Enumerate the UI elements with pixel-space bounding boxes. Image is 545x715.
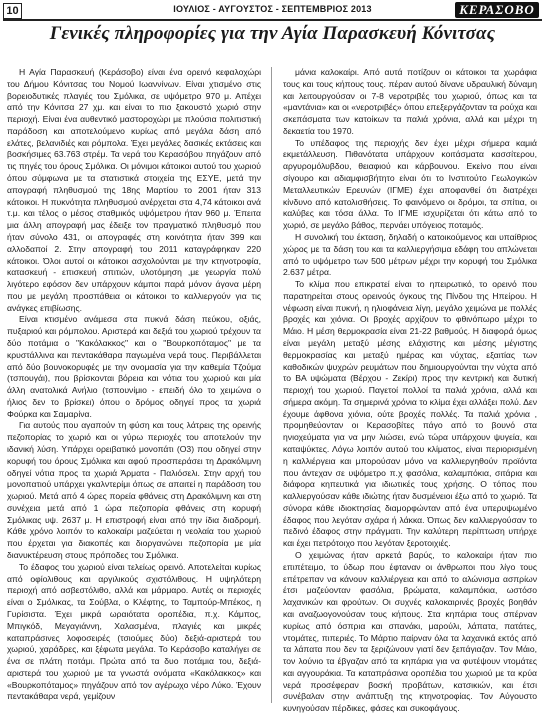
issue-date: ΙΟΥΛΙΟΣ - ΑΥΓΟΥΣΤΟΣ - ΣΕΠΤΕΜΒΡΙΟΣ 2013 [173, 4, 372, 14]
paragraph: μάνια καλοκαίρι. Από αυτά ποτίζουν οι κάτοικοι τα χωράφια τους και τους κήπους τους. πέραν αυτού δίνανε υδραυλική δύναμη και λειτουργούσαν οι 7-8 νεροτριβές του χωριού, όπως και τα «μαντάνια» και οι «νεροτριβές» όπου επεξεργάζονταν τα ρούχα και σκεπάσματα των κατοίκων τα παλιά χρόνια, αλλά και μέχρι τη δεκαετία του 1970. [283, 67, 537, 136]
newspaper-logo-text: ΚΕΡΑΣΟΒΟ [459, 2, 535, 17]
right-column [283, 67, 537, 714]
paragraph: Το υπέδαφος της περιοχής δεν έχει μέχρι σήμερα καμιά εκμετάλλευση. Πιθανότατα υπάρχουν κοιτάσματα κασσίτερου, αργυρομόλυβδου, θειαφιού και κάρβουνου. Εκείνο που είναι σίγουρο και αδιαμφισβήτητο είναι ότι το Ινστιτούτο Γεωλογικών Μεταλλευτικών Ερευνών (ΙΓΜΕ) έχει αποφανθεί ότι διατρέχει κίνδυνο από κατολισθήσεις. Το φαινόμενο οι δρόμοι, τα σπίτια, οι καλύβες και τόσα άλλα. Το ΙΓΜΕ ισχυρίζεται ότι κάτω από το χωριό, σε μεγάλο βάθος, περνάει υπόγειος ποταμός. [283, 137, 537, 231]
page-number: 10 [3, 3, 22, 19]
paragraph: Για αυτούς που αγαπούν τη φύση και τους λάτρεις της ορεινής πεζοπορίας το χωριό και οι γύρω περιοχές του αποτελούν την ιδανική λύση. Υπάρχει ορειβατικό μονοπάτι (Ο3) που οδηγεί στην κορυφή του όρους Σμόλικα και αφού προσπεράσει τη Δρακόλιμνη οδηγεί νότια προς τα χωριά Άρματα - Παλιόσελι. Στην αρχή του μονοπατιού υπάρχει γκαλντερίμι όπως σε απαιτεί η παράδοση του χωριού. Μετά από 4 ώρες πορεία φθάνεις στη Δρακόλιμνη και στη συνέχεια μετά από 1 ώρα πεζοπορία φθάνεις στη κορυφή Σμόλικας υψ. 2637 μ. Η επιστροφή είναι από την ίδια διαδρομή. Κάθε χρόνο λοιπόν το καλοκαίρι μαζεύεται η νεολαία του χωριού που έρχεται για διακοπές και διοργανώνει πεζοπορία με μία διανυκτέρευση στους πρόποδες του Σμόλικα. [7, 420, 261, 561]
paragraph: Το έδαφος του χωριού είναι τελείως ορεινό. Αποτελείται κυρίως από οφίολιθους και αργιλικούς σχιστόλιθους. Η υψηλότερη περιοχή από ασβεστόλιθο, αλλά και μάρμαρο. Αυτές οι περιοχές είναι ο Σμόλικας, τα Σούβλα, ο Κλέφτης, το Ταμπούρ-Μπέκος, η Γυρίσιστα. Έχει μικρά ωραιότατα οροπέδια, π.χ. Κάμπος, Μπιγκόδ, Μεγαγιάννη, Χαλασμένα, πλαγιές και μικρές καταπράσινες λοφοσειρές (τσιούμες δύο) δεξιά-αριστερά του χωριού, χαράδρες, και ξέφωτα μεγάλα. Το Κεράσοβο καταλήγει σε ένα σε πλάτη ποτάμι. Πρώτα από τα δυο ποτάμια του, δεξιά-αριστερά του χωριού με τα γνωστά ονόματα «Κακόλακκος» και «Βουρκοπόταμος» πηγάζουν από τον αγέρωχο νέρο Λύκο. Έχουν πεντακάθαρα νερά, γεμίζουν [7, 561, 261, 702]
paragraph: Η Αγία Παρασκευή (Κεράσοβο) είναι ένα ορεινό κεφαλοχώρι του Δήμου Κόνιτσας του Νομού Ιωαννίνων. Είναι χτισμένο στις βορειοδυτικές πλαγιές του Σμόλικα, σε υψόμετρο 970 μ. Απέχει από την Κόνιτσα 27 χμ. και είναι το πιο ξακουστό χωριό στην περιοχή. Είναι ένα αυθεντικό μαστοροχώρι με πλούσια πολιτιστική παράδοση και αποτελούμενο κυρίως από μεγάλα δάση από ελάτες, βελανιδιές και ρόμπολα. Έχει μεγάλες δασικές εκτάσεις και βοσκήσιμες 63.763 στρέμ. Τα νερά του Κερασόβου πηγάζουν από τις πηγές του όρους Σμόλικα. Οι μόνιμοι κάτοικοι αυτού του χωριού όπου σύμφωνα με τα στατιστικά στοιχεία της ΕΣΥΕ, μετά την απογραφή πληθυσμού της 18ης Μαρτίου το 2001 ήταν 313 κάτοικοι. Η πυκνότητα πληθυσμού ανέρχεται στα 4,74 κάτοικοι ανά τ.μ. και τέλος ο μέσος σταθμικός υψόμετρου ήταν 960 μ. Έπειτα μια άλλη απογραφή μας έδειξε τον πραγματικό πληθυσμό που ήταν σύνολο 431, οι απογραφές στη κοινότητα ήταν 399 και αλλοδαποί 2. Στην απογραφή του 2011 καταγράφηκαν 220 κάτοικοι. Όλοι αυτοί οι κάτοικοι ασχολούνται με την κτηνοτροφία, κατασκευή - επισκευή σπιτιών, υλοτόμηση ,με γεωργία πολύ λιγότερο εφόσον δεν υπάρχουν κάμποι παρά μόνον άγονα μέρη που με μεγάλη προσπάθεια οι κάτοικοι το καλλιεργούν για τις ανάγκες επιβίωσης. [7, 67, 261, 313]
left-column [7, 67, 261, 707]
newspaper-logo [455, 2, 539, 18]
article-title: Γενικές πληροφορίες για την Αγία Παρασκευή Κόνιτσας [49, 23, 496, 44]
paragraph: Το κλίμα που επικρατεί είναι το ηπειρωτικό, το ορεινό που παρατηρείται στους ορεινούς όγκους της Πίνδου της Ηπείρου. Η νέφωση είναι πυκνή, η ηλιοφάνεια λίγη, μεγάλο χειμώνα με πολλές βροχές και χιόνια. Οι βροχές αρχίζουν το φθινόπωρο μέχρι το Μάιο. Η μέση θερμοκρασία είναι 21-22 βαθμούς. Η διαφορά όμως είναι μεγάλη μεταξύ μέσης ελάχιστης και μέσης μέγιστης θερμοκρασίας και μεταξύ ημέρας και νύχτας, εξαιτίας των καθοδικών ψυχρών ρευμάτων που δημιουργούνται την νύχτα από το ΒΑ υψώματα (Βέρχου - Ζεκίρι) προς την κεντρική και δυτική περιοχή του χωριού. Παγετοί πολλοί τα παλιά χρόνια, αλλά και σήμερα ακόμη. Τα σημερινά χρόνια το κλίμα έχει αλλάξει πολύ. Δεν έχουμε άφθονα χιόνια, ούτε βροχές πολλές. Τα παλιά χρόνια , προμηθεύονταν οι Κερασοβίτες πάγο από το βουνό στα ηνιοχεύματα για να μην λιώσει, ενώ τώρα υπάρχουν ψυγεία, και καταψύκτες. Λόγω λοιπόν αυτού του κλίματος, είναι περιορισμένη η καλλιέργεια και μπορούσαν μόνο να καλλιεργηθούν προϊόντα που άντεχαν σε υψόμετρο π.χ φασόλια, καλαμπόκια, σιτάρια και διάφορα κηπευτικά για ιδιωτικές τους χρήσης. Ο τόπος που καλλιεργούσαν κάθε ιδιώτης ήταν δυσμένειοι έξω από το χωριό. Τα σύνορα κάθε ιδιοκτησίας διαμορφώνταν από ένα υπερυψωμένο έδαφος που λεγόταν σχάρα ή λάκκα. Όπως δεν καλλιεργούσαν το πεδινό έδαφος στην πράγματι. Την καλύτερη περίπτωση υπήρχε και έχει πετρότοιχο που λεγόταν ξεροτοιχιές. [283, 279, 537, 549]
page-header [0, 0, 545, 20]
paragraph: Είναι κτισμένο ανάμεσα στα πυκνά δάση πεύκου, οξιάς, πυξαριού και ρόμπολου. Αριστερά και δεξιά του χωριού τρέχουν τα δύο ποτάμια ο "Κακόλακκος" και ο "Βουρκοπόταμος" με τα κρυστάλλινα και πεντακάθαρα παγωμένα νερά τους. Περιβάλλεται από δύο βουνοκορυφές με την ονομασία για την καθεμία Τζούμα (τσπουγάι), που βρίσκονται βόρεια και νότια του χωριού και μία άλλη ανατολικά Ανήλιο (τσπουνίμιο - επειδή όλο το χειμώνα ο ήλιος δεν το βρίσκει) όπου ο δρόμος οδηγεί προς τα χωριά Φούρκα και Σαμαρίνα. [7, 314, 261, 419]
paragraph: Η συνολική του έκταση, δηλαδή ο κατοικούμενος και υπαίθριος χώρος με τα δάση του και τα καλλιεργήσιμα εδάφη του απλώνεται από το υψόμετρο των 500 μέτρων μέχρι την κορυφή του Σμόλικα 2.637 μέτρα. [283, 231, 537, 278]
header-rule [3, 19, 542, 21]
paragraph: Ο χειμώνας ήταν αρκετά βαρύς, το καλοκαίρι ήταν πιο επιπέτειμο, το ύδωρ που έφταναν οι άνθρωποι που λίγο τους επέτρεπαν να κάνουν καλλιέργεια και από το αλώνισμα ασπρίων έτσι μαζεύονταν φασόλια, βρώματα, καλαμπόκια, ωστόσο λαχανικών και φρούτων. Οι συχνές καλοκαιρινές βροχές βοηθάν και αναζωογονούσαν τους κήπους. Στα κηπάρια τους σπέρναν κυρίως από όσπρια και σπανάκι, μαρούλι, λάπατα, πατάτες, ντομάτες, πιπεριές. Το Μάρτιο παίρναν όλα τα λαχανικά εκτός από τα λάπατα που δεν τα ξεριζώνουν γιατί δεν ξεπάγιαζαν. Τον Μάιο, τον λούνιο τα έβγαζαν από τα κηπάρια για να φυτέψουν ντομάτες και αγγουράκια. Τα καταπράσινα οροπέδια του χωριού με τα κρύα νερά προσέφεραν βοσκή προβάτων, κατσικιών, και έτσι συνέβαλαν στην ανάπτυξη της κτηνοτροφίας. Τον Αύγουστο κυνηγούσαν πέρδικες, φάσες και συκοφάγους. [283, 550, 537, 714]
column-divider [271, 67, 272, 703]
